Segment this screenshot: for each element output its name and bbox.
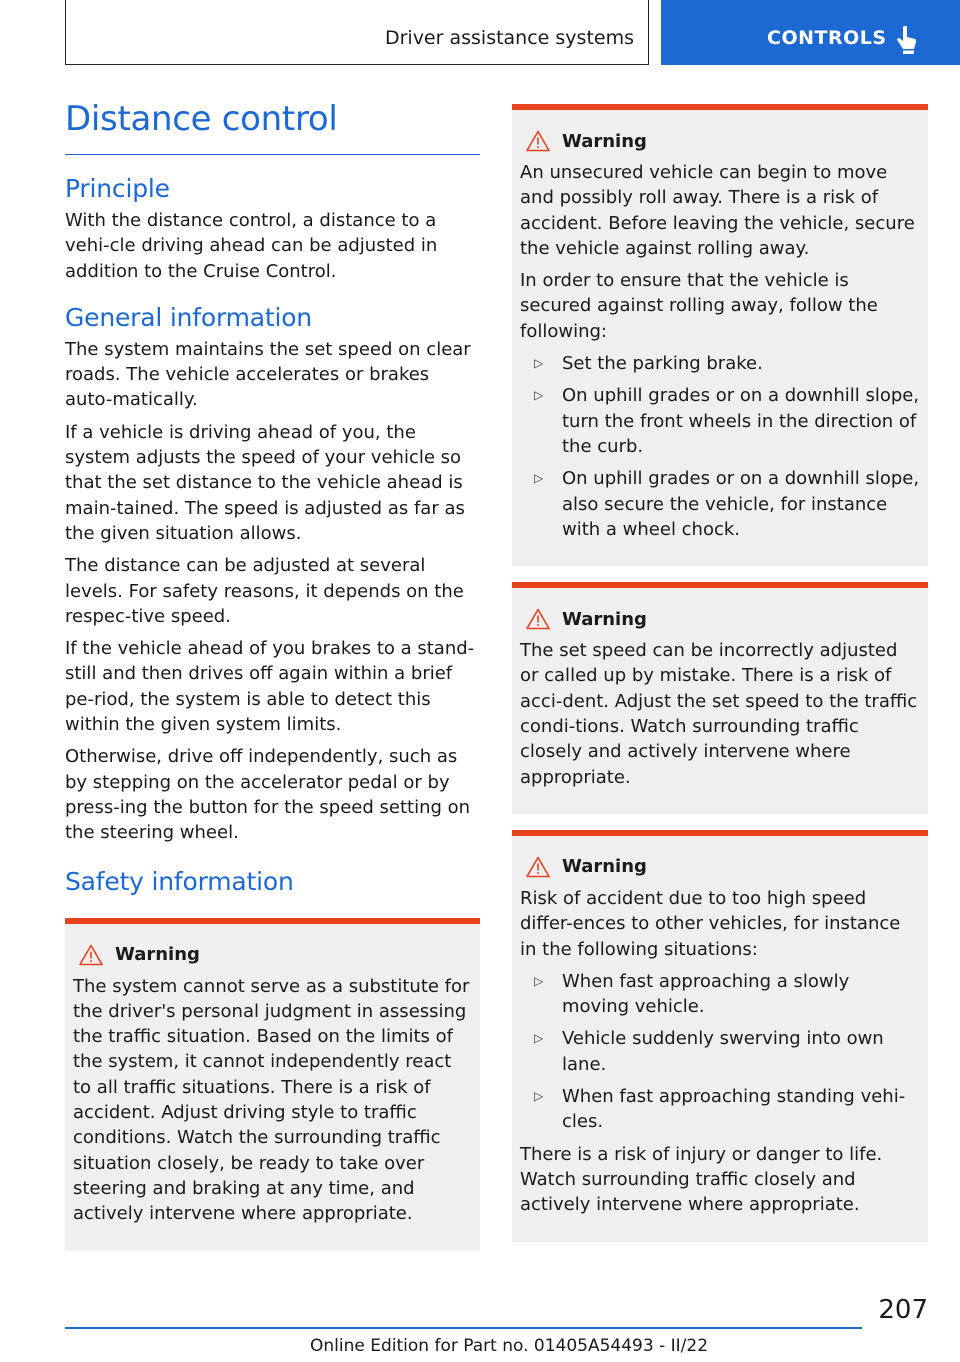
principle-text: With the distance control, a distance to a vehi-cle driving ahead can be adjusted in addition to the Cruise Control. [65, 210, 438, 282]
warning-box-safety [65, 918, 480, 1251]
list-item [520, 466, 920, 542]
warning-header [526, 854, 920, 880]
warning-header [526, 128, 920, 154]
warning-title: Warning [562, 856, 647, 878]
warning-triangle-icon [526, 856, 550, 878]
list-item-text: When fast approaching standing vehi-cles. [562, 1086, 906, 1133]
warning-box-set-speed [512, 582, 928, 814]
header-section-title: Driver assistance systems [384, 27, 634, 49]
list-item [520, 383, 920, 459]
footer-edition-text: Online Edition for Part no. 01405A54493 - II/22 [310, 1336, 709, 1356]
warning-box-speed-differences [512, 830, 928, 1242]
list-item [520, 1026, 920, 1077]
list-item [520, 1084, 920, 1135]
warning-triangle-icon [79, 944, 103, 966]
list-item-text: On uphill grades or on a downhill slope, also secure the vehicle, for instance with a wheel chock. [562, 468, 920, 540]
warning-header [526, 606, 920, 632]
warning-text: Risk of accident due to too high speed differ-ences to other vehicles, for instance in the following situations: [520, 887, 901, 960]
bullet-marker: ▷ [534, 973, 544, 988]
heading-safety-information: Safety information [65, 866, 294, 896]
heading-principle: Principle [65, 174, 170, 203]
general-paragraph-5: Otherwise, drive off independently, such as by stepping on the accelerator pedal or by press-ing the button for the speed setting on the steering wheel. [65, 746, 471, 844]
bullet-list [520, 351, 920, 542]
warning-text: In order to ensure that the vehicle is secured against rolling away, follow the following: [520, 270, 878, 342]
list-item-text: Vehicle suddenly swerving into own lane. [562, 1028, 884, 1075]
warning-title: Warning [562, 608, 647, 630]
warning-text: There is a risk of injury or danger to life. Watch surrounding traffic closely and actively intervene where appropriate. [520, 1143, 883, 1216]
general-paragraph-2: If a vehicle is driving ahead of you, the system adjusts the speed of your vehicle so that the set distance to the vehicle ahead is main-tained. The speed is adjusted as far as the given situation allows. [65, 421, 465, 544]
pointing-hand-icon [894, 25, 920, 55]
list-item-text: Set the parking brake. [562, 353, 763, 375]
list-item-text: When fast approaching a slowly moving vehicle. [562, 970, 850, 1018]
page-title: Distance control [65, 96, 480, 155]
warning-text: The system cannot serve as a substitute for the driver's personal judgment in assessing the traffic situation. Based on the limits of the system, it cannot independently react to all traffic situations. There is a risk of accident. Adjust driving style to traffic conditions. Watch the surrounding traffic situation closely, be ready to take over steering and braking at any time, and actively intervene where appropriate. [73, 975, 470, 1225]
header-tab-label: CONTROLS [767, 27, 887, 49]
general-paragraph-4: If the vehicle ahead of you brakes to a stand-still and then drives off again within a brief pe-riod, the system is able to detect this within the given system limits. [65, 638, 475, 736]
list-item-text: On uphill grades or on a downhill slope, turn the front wheels in the direction of the curb. [562, 385, 920, 457]
bullet-marker: ▷ [534, 471, 544, 486]
list-item [520, 351, 920, 376]
warning-text: An unsecured vehicle can begin to move and possibly roll away. There is a risk of accident. Before leaving the vehicle, secure the vehicle against rolling away. [520, 162, 915, 259]
general-paragraph-1: The system maintains the set speed on clear roads. The vehicle accelerates or brakes auto-matically. [65, 338, 471, 411]
left-column [65, 96, 480, 1251]
general-paragraph-3: The distance can be adjusted at several levels. For safety reasons, it depends on the respec-tive speed. [65, 555, 464, 627]
warning-header [79, 942, 472, 968]
warning-title: Warning [562, 130, 647, 152]
bullet-marker: ▷ [534, 356, 544, 371]
header-section-box [65, 0, 649, 65]
warning-box-rolling-away [512, 104, 928, 566]
warning-title: Warning [115, 944, 200, 966]
footer-divider [65, 1327, 862, 1329]
list-item [520, 969, 920, 1020]
warning-triangle-icon [526, 608, 550, 630]
bullet-marker: ▷ [534, 388, 544, 403]
right-column [512, 104, 928, 1242]
heading-general-information: General information [65, 302, 312, 332]
bullet-list [520, 969, 920, 1135]
bullet-marker: ▷ [534, 1089, 544, 1104]
bullet-marker: ▷ [534, 1031, 544, 1046]
page-number: 207 [878, 1295, 928, 1325]
warning-triangle-icon [526, 130, 550, 152]
header-controls-tab[interactable] [661, 0, 960, 65]
warning-text: The set speed can be incorrectly adjusted or called up by mistake. There is a risk of acci-dent. Adjust the set speed to the traffic condi-tions. Watch surrounding traffic closely and actively intervene where appropriate. [520, 640, 918, 788]
